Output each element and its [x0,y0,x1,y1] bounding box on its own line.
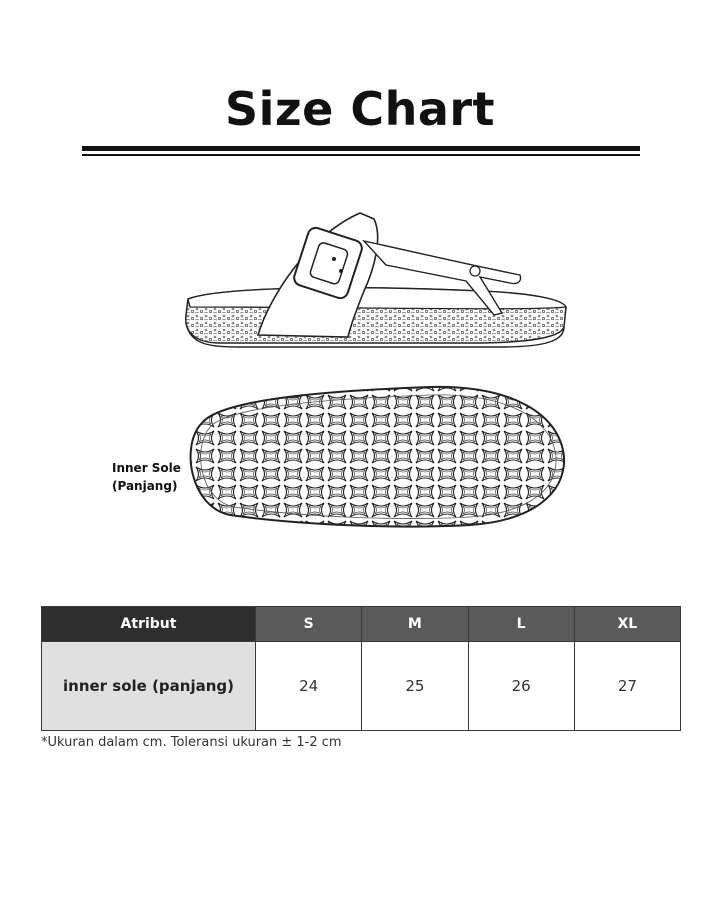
sole-top-view-icon [180,380,570,530]
title-divider-thick [82,146,640,151]
table-row [42,642,681,731]
sandal-side-view-icon [186,213,566,347]
page-title: Size Chart [224,82,496,136]
inner-sole-label [112,459,181,495]
value-size-s: 24 [256,642,362,731]
value-size-m: 25 [362,642,468,731]
header-size-m: M [362,607,468,642]
size-footnote: *Ukuran dalam cm. Toleransi ukuran ± 1-2 cm [41,735,342,750]
header-size-l: L [468,607,574,642]
size-table-header-row [42,607,681,642]
sandal-illustration [150,195,590,555]
row-label-inner-sole: inner sole (panjang) [42,642,256,731]
inner-sole-label-line2: (Panjang) [112,479,178,493]
header-size-xl: XL [574,607,680,642]
title-divider-thin [82,154,640,156]
value-size-l: 26 [468,642,574,731]
header-atribut: Atribut [42,607,256,642]
size-table [41,606,681,731]
header-size-s: S [256,607,362,642]
value-size-xl: 27 [574,642,680,731]
inner-sole-label-line1: Inner Sole [112,461,181,475]
